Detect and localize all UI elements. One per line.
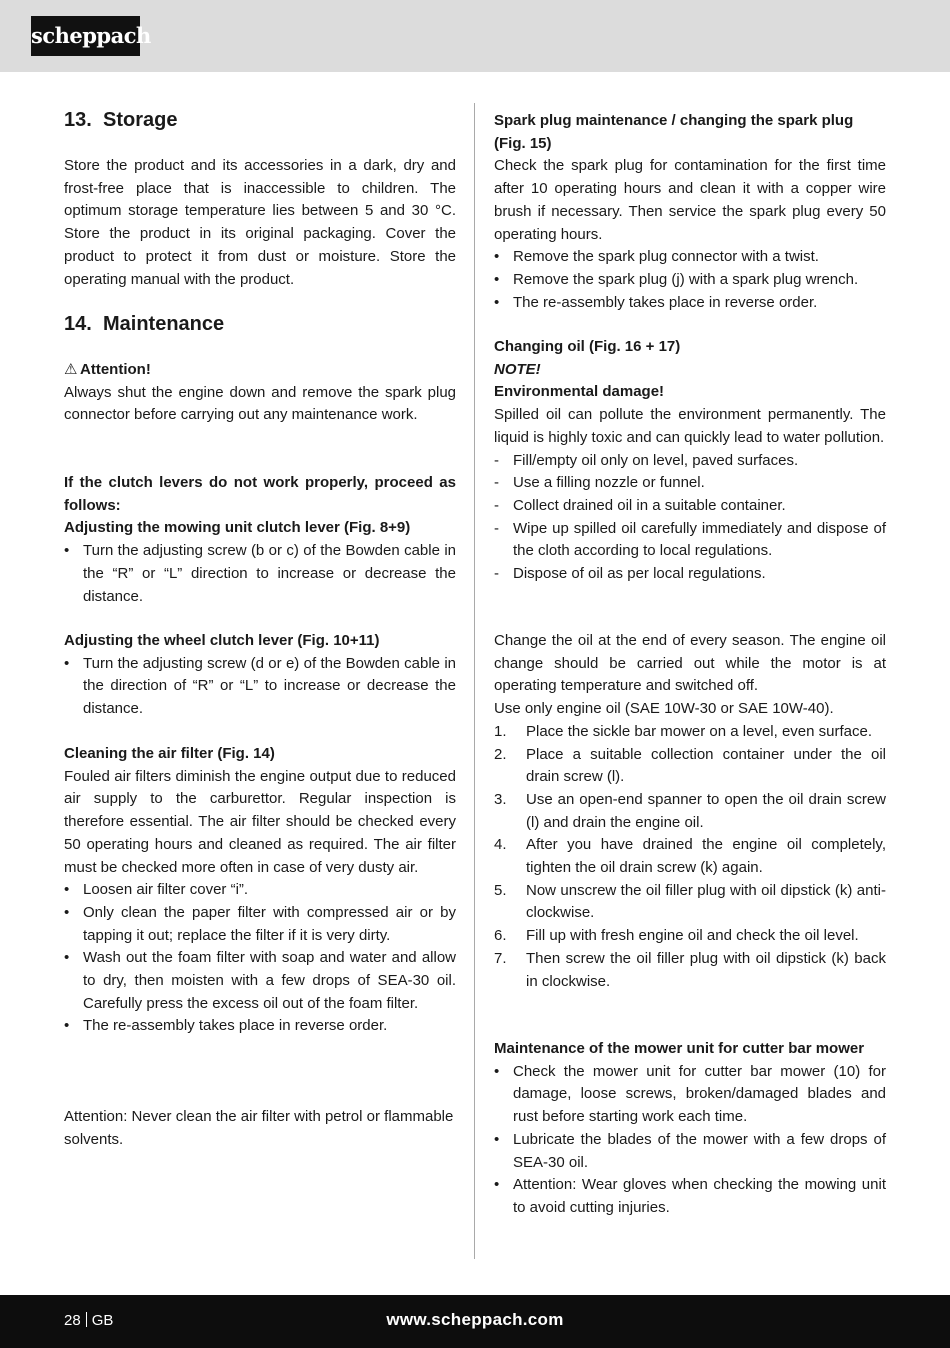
oil-steps-section: [494, 630, 886, 993]
list-item: - Wipe up spilled oil carefully immediately and dispose of the cloth according to local regulations.: [494, 519, 886, 560]
list-item: • The re-assembly takes place in reverse order.: [64, 1017, 388, 1035]
list-item: • Check the mower unit for cutter bar mower (10) for damage, loose screws, broken/damaged blades and rust before starting work each time.: [494, 1062, 886, 1126]
mowing-clutch-heading: Adjusting the mowing unit clutch lever (Fig. 8+9): [64, 519, 411, 537]
list-item: 1. Place the sickle bar mower on a level, even surface.: [494, 722, 873, 740]
list-item: • Wash out the foam filter with soap and water and allow to dry, then moisten with a few drops of SEA-30 oil. Carefully press the excess oil out of the foam filter.: [64, 949, 456, 1012]
mower-unit-list: [494, 1061, 886, 1220]
spark-plug-text: Check the spark plug for contamination for the first time after 10 operating hours and clean it with a copper wire brush if necessary. Then service the spark plug every 50 operating hours.: [494, 157, 886, 243]
maintenance-heading: 14. Maintenance: [64, 313, 225, 335]
environment-list: [494, 450, 886, 586]
spark-plug-heading: Spark plug maintenance / changing the spark plug (Fig. 15): [494, 112, 854, 152]
list-item: 3. Use an open-end spanner to open the oil drain screw (l) and drain the engine oil.: [494, 790, 886, 831]
list-item: • Attention: Wear gloves when checking the mowing unit to avoid cutting injuries.: [494, 1176, 886, 1216]
list-item: - Collect drained oil in a suitable container.: [494, 496, 786, 514]
list-item: 2. Place a suitable collection container under the oil drain screw (l).: [494, 745, 886, 786]
spark-plug-section: [494, 110, 886, 314]
list-item: • Turn the adjusting screw (d or e) of the Bowden cable in the direction of “R” or “L” to increase or decrease the distance.: [64, 654, 456, 718]
maintenance-section: [64, 312, 456, 336]
mower-unit-heading: Maintenance of the mower unit for cutter bar mower: [494, 1040, 865, 1057]
column-divider: [474, 103, 475, 1259]
environment-text: Spilled oil can pollute the environment permanently. The liquid is highly toxic and can quickly lead to water pollution.: [494, 406, 886, 446]
air-filter-heading: Cleaning the air filter (Fig. 14): [64, 745, 275, 762]
air-filter-list: [64, 879, 456, 1038]
list-item: - Use a filling nozzle or funnel.: [494, 474, 705, 492]
list-item: 7. Then screw the oil filler plug with oil dipstick (k) back in clockwise.: [494, 949, 886, 990]
list-item: 6. Fill up with fresh engine oil and check the oil level.: [494, 927, 859, 945]
list-item: • Lubricate the blades of the mower with a few drops of SEA-30 oil.: [494, 1130, 886, 1171]
spark-plug-list: [494, 246, 886, 314]
list-item: • Remove the spark plug (j) with a spark plug wrench.: [494, 270, 859, 288]
clutch-section: [64, 472, 456, 608]
storage-heading: 13. Storage: [64, 109, 178, 131]
air-filter-text: Fouled air filters diminish the engine output due to reduced air supply to the carburettor. Regular inspection is therefore essential. The air filter should be checked every 50 operating hours and cleaned as required. The air filter must be checked more often in case of very dusty air.: [64, 767, 456, 876]
oil-change-section: [494, 336, 886, 586]
page-number: 28 GB: [64, 1312, 114, 1329]
list-item: - Fill/empty oil only on level, paved surfaces.: [494, 451, 799, 469]
note-label: NOTE!: [494, 360, 541, 378]
wheel-clutch-heading: Adjusting the wheel clutch lever (Fig. 10+11): [64, 632, 380, 649]
list-item: • Remove the spark plug connector with a twist.: [494, 248, 819, 266]
warning-triangle-icon: ⚠: [64, 361, 78, 378]
list-item: • Only clean the paper filter with compressed air or by tapping it out; replace the filter if it is very dirty.: [64, 903, 456, 944]
wheel-clutch-section: [64, 630, 456, 721]
environment-heading: Environmental damage!: [494, 383, 665, 401]
storage-section: [64, 108, 456, 132]
wheel-clutch-list: [64, 653, 456, 721]
list-item: 4. After you have drained the engine oil completely, tighten the oil drain screw (k) again.: [494, 836, 886, 877]
air-filter-section: [64, 743, 456, 1038]
oil-use-text: Use only engine oil (SAE 10W-30 or SAE 10W-40).: [494, 700, 834, 718]
air-filter-warning: Attention: Never clean the air filter with petrol or flammable solvents.: [64, 1108, 454, 1148]
attention-text: Always shut the engine down and remove the spark plug connector before carrying out any maintenance work.: [64, 383, 456, 424]
page-header: [0, 0, 950, 72]
website-link[interactable]: www.scheppach.com: [386, 1310, 564, 1329]
clutch-intro: If the clutch levers do not work properly, proceed as follows:: [64, 474, 456, 514]
list-item: - Dispose of oil as per local regulations.: [494, 565, 766, 583]
mowing-clutch-list: [64, 540, 456, 608]
list-item: • The re-assembly takes place in reverse order.: [494, 293, 818, 311]
mower-unit-section: [494, 1038, 886, 1220]
oil-heading: Changing oil (Fig. 16 + 17): [494, 338, 681, 355]
attention-label: ⚠ Attention!: [64, 359, 456, 382]
list-item: • Turn the adjusting screw (b or c) of the Bowden cable in the “R” or “L” direction to increase or decrease the distance.: [64, 542, 456, 605]
storage-text: Store the product and its accessories in a dark, dry and frost-free place that is inaccessible to children. The optimum storage temperature lies between 5 and 30 °C. Store the product in its original packaging. Cover the product to protect it from dust or moisture. Store the operating manual with the product.: [64, 157, 456, 288]
scheppach-logo: scheppach: [31, 16, 140, 56]
list-item: 5. Now unscrew the oil filler plug with oil dipstick (k) anti-clockwise.: [494, 881, 886, 922]
oil-steps-list: [494, 721, 886, 993]
page-footer: [0, 1295, 950, 1348]
oil-change-text: Change the oil at the end of every season. The engine oil change should be carried out while the motor is at operating temperature and switched off.: [494, 632, 886, 695]
list-item: • Loosen air filter cover “i”.: [64, 881, 249, 899]
